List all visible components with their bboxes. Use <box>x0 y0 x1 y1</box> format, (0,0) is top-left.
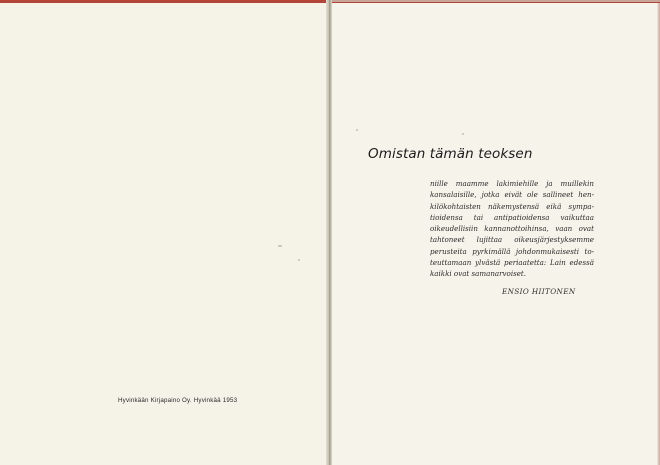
dedication-text <box>430 178 594 279</box>
paper-speck <box>462 133 464 135</box>
dedication-line: tahtoneet lujittaa oikeusjärjestyksemme <box>430 235 594 245</box>
printer-imprint: Hyvinkään Kirjapaino Oy. Hyvinkää 1953 <box>118 397 238 404</box>
cover-top-edge-right <box>330 0 660 2</box>
author-signature: ENSIO HIITONEN <box>502 287 576 296</box>
left-page <box>0 3 326 465</box>
dedication-title: Omistan tämän teoksen <box>368 146 533 162</box>
paper-speck <box>278 245 282 247</box>
dedication-line: kansalaisille, jotka eivät ole sallineet hen- <box>430 190 594 200</box>
paper-speck <box>356 129 358 131</box>
dedication-line: kaikki ovat samanarvoiset. <box>430 269 527 278</box>
dedication-line: teuttamaan ylvästä periaatetta: Lain edessä <box>430 257 594 267</box>
dedication-line: kilökohtaisten näkemystensä eikä sympa- <box>430 201 594 211</box>
dedication-line: oikeudellisiin kannanottoihinsa, vaan ovat <box>430 224 594 233</box>
dedication-line: niille maamme lakimiehille ja muillekin <box>430 179 594 188</box>
paper-speck <box>298 259 300 261</box>
dedication-line: perusteita pyrkimällä johdonmukaisesti to- <box>430 246 594 256</box>
dedication-line: tioidensa tai antipatioidensa vaikuttaa <box>430 212 594 222</box>
